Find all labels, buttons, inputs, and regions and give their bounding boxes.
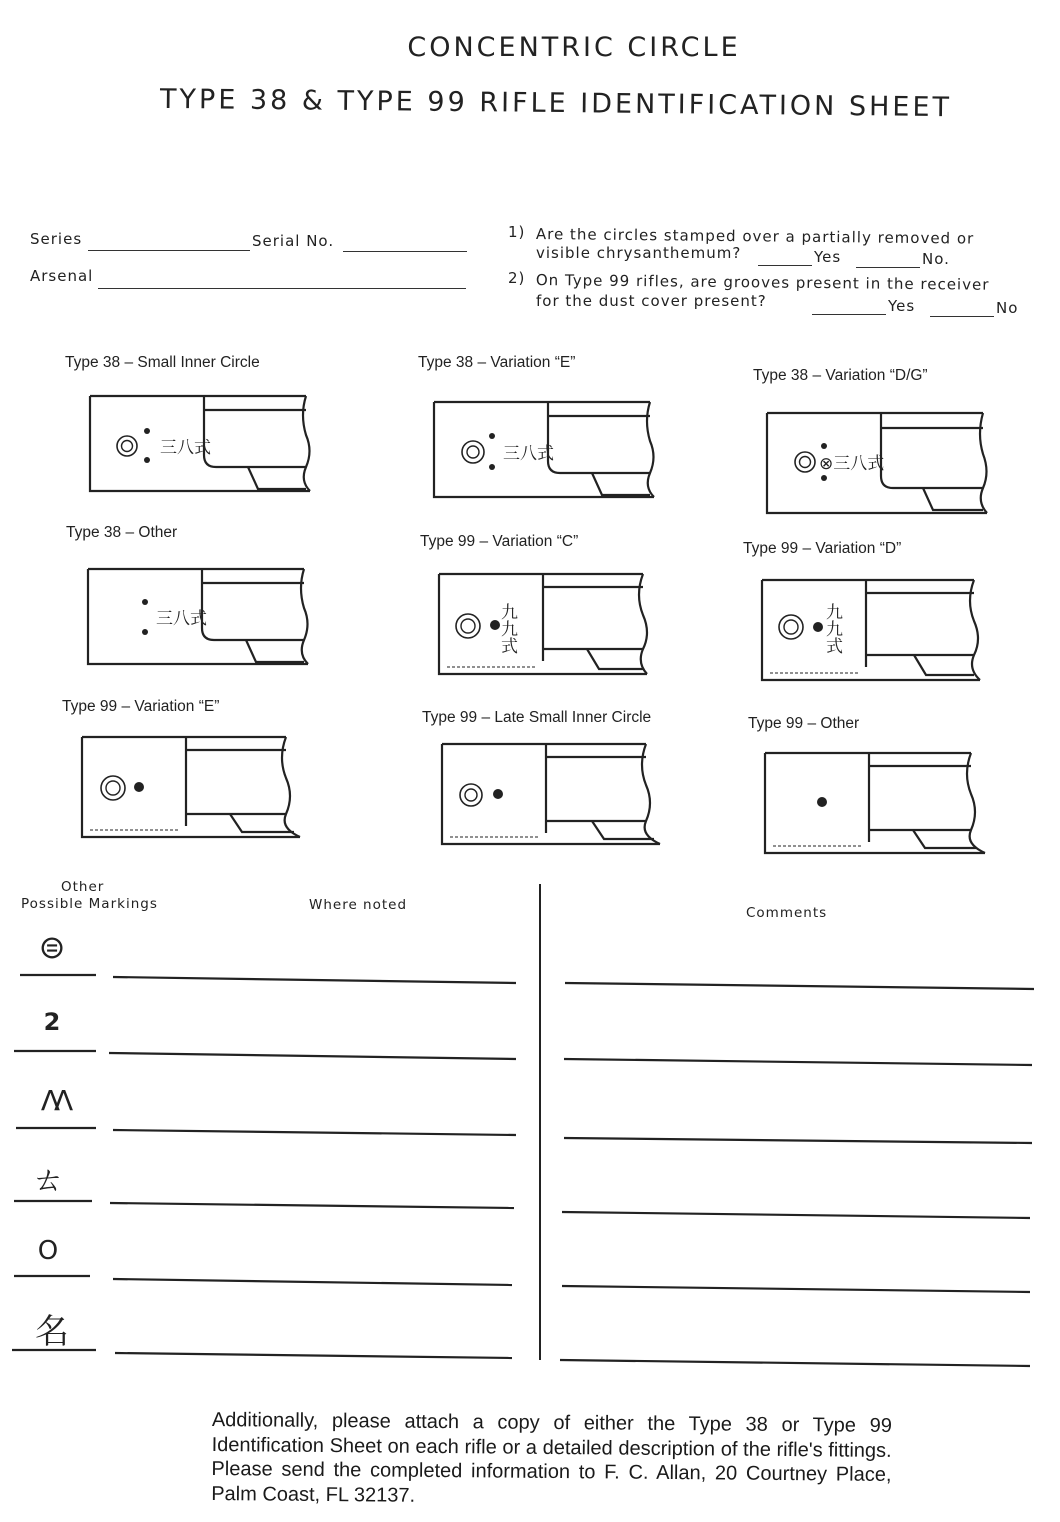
svg-text:⊗三八式: ⊗三八式	[819, 454, 885, 474]
kanji-name-icon: 名	[35, 1312, 69, 1352]
zigzag-icon: ΛΛ	[40, 1084, 68, 1117]
diagram-caption-t38-other: Type 38 – Other	[66, 524, 178, 541]
svg-text:三八式: 三八式	[160, 438, 211, 458]
diagram-caption-t38-var-e: Type 38 – Variation “E”	[418, 354, 576, 371]
diagram-caption-t99-var-d: Type 99 – Variation “D”	[743, 540, 902, 557]
question-1-line2: visible chrysanthemum?	[536, 244, 742, 262]
numeral-two-icon: 2	[43, 1008, 61, 1036]
diagram-caption-t99-var-c: Type 99 – Variation “C”	[420, 533, 579, 550]
question-2-line1: On Type 99 rifles, are grooves present in the receiver	[535, 270, 990, 294]
where-noted-label: Where noted	[309, 897, 408, 913]
diagram-caption-t99-var-e: Type 99 – Variation “E”	[62, 698, 220, 715]
question-1-no-label: No.	[922, 250, 950, 268]
diagram-caption-t38-small-inner: Type 38 – Small Inner Circle	[65, 354, 260, 371]
diagram-caption-t99-other: Type 99 – Other	[748, 715, 860, 732]
comments-label: Comments	[746, 905, 828, 921]
other-label: Other	[61, 879, 105, 895]
serial-label: Serial No.	[252, 232, 335, 250]
svg-text:九九式: 九九式	[497, 603, 517, 654]
svg-text:三八式: 三八式	[503, 444, 554, 464]
circled-equals-icon: ⊜	[38, 928, 66, 966]
question-2-number: 2)	[508, 269, 526, 287]
diagram-caption-t99-late-small: Type 99 – Late Small Inner Circle	[422, 709, 652, 726]
question-1-number: 1)	[508, 223, 526, 241]
arsenal-label: Arsenal	[30, 267, 94, 285]
circle-icon: O	[37, 1236, 59, 1266]
question-2-line2: for the dust cover present?	[536, 292, 767, 310]
page-title: CONCENTRIC CIRCLE	[407, 32, 741, 63]
possible-markings-label: Possible Markings	[21, 896, 158, 912]
kanji-mark-icon: ㄊ	[31, 1160, 64, 1198]
question-1-line1: Are the circles stamped over a partially removed or	[535, 224, 975, 248]
question-2-no-label: No	[996, 299, 1019, 317]
footer-instructions: Additionally, please attach a copy of either the Type 38 or Type 99 Identification Sheet on each rifle or a detailed description of the rifle's fittings. Please send the completed information to F. C. Allan, 20 Courtney Place, Palm Coast, FL 32137.	[211, 1409, 892, 1507]
question-1-yes-label: Yes	[814, 248, 842, 266]
question-2-yes-label: Yes	[888, 297, 916, 315]
diagram-caption-t38-var-dg: Type 38 – Variation “D/G”	[753, 367, 928, 384]
series-label: Series	[30, 230, 83, 248]
page-subtitle: TYPE 38 & TYPE 99 RIFLE IDENTIFICATION SHEET	[159, 83, 953, 124]
svg-text:九九式: 九九式	[822, 603, 842, 654]
svg-text:三八式: 三八式	[156, 609, 207, 629]
